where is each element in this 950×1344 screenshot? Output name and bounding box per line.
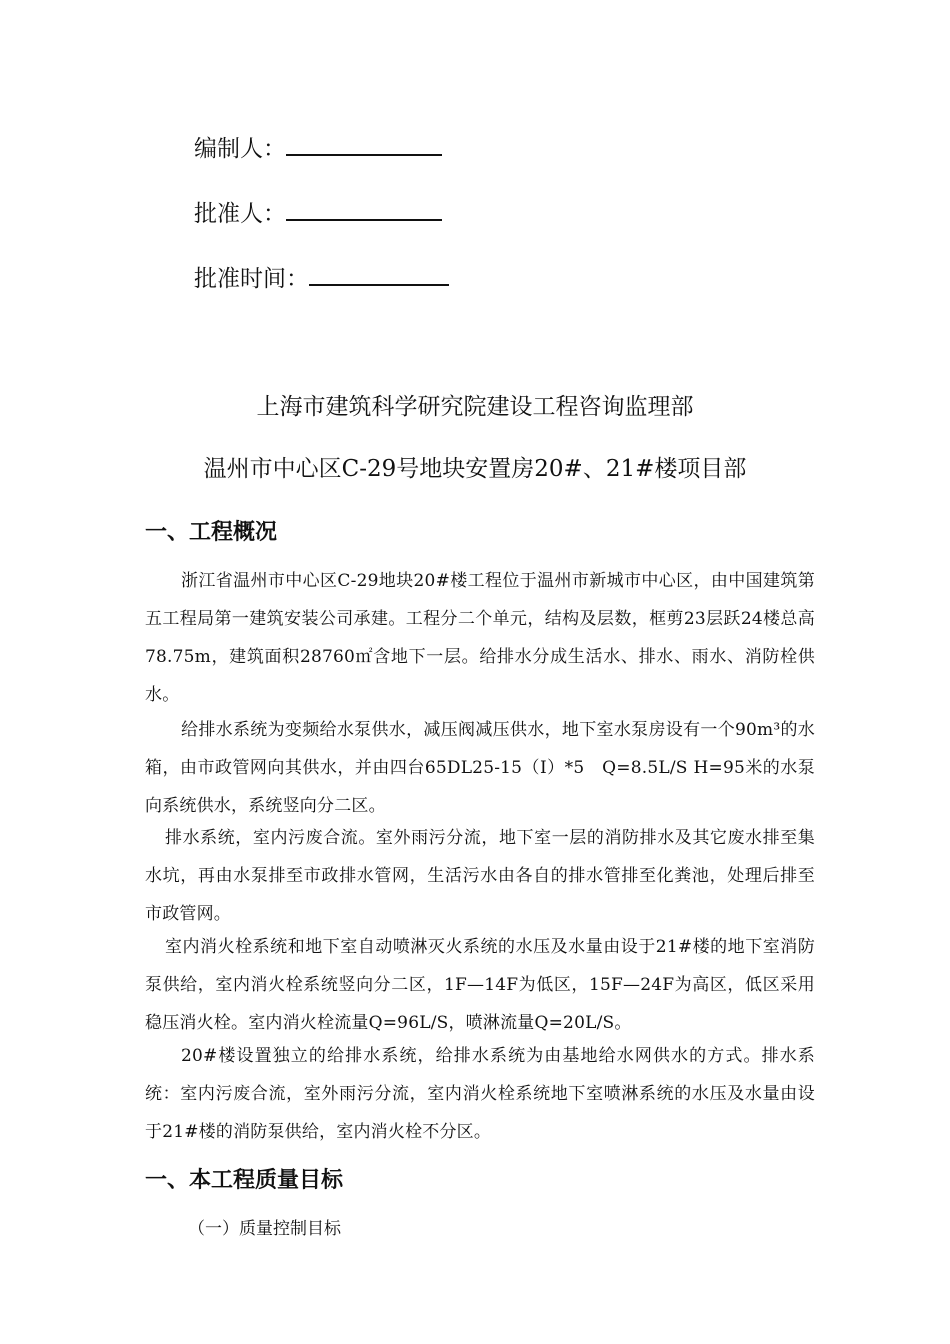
approver-blank-line[interactable] (286, 197, 442, 221)
preparer-label: 编制人： (194, 136, 286, 162)
paragraph-overview-4: 室内消火栓系统和地下室自动喷淋灭火系统的水压及水量由设于21#楼的地下室消防泵供给，室内消火栓系统竖向分二区，1F—14F为低区，15F—24F为高区，低区采用稳压消火栓。室内消火栓流量Q=96L/S，喷淋流量Q=20L/S。 (145, 937, 815, 1033)
paragraph-overview-3: 排水系统，室内污废合流。室外雨污分流，地下室一层的消防排水及其它废水排至集水坑，再由水泵排至市政排水管网，生活污水由各自的排水管排至化粪池，处理后排至市政管网。 (145, 828, 815, 924)
preparer-blank-line[interactable] (286, 132, 442, 156)
approval-time-label: 批准时间： (194, 266, 309, 292)
subheading-quality-control-target: （一）质量控制目标 (188, 1219, 341, 1239)
section-heading-overview: 一、工程概况 (145, 520, 278, 545)
org-name-line1: 上海市建筑科学研究院建设工程咨询监理部 (256, 394, 694, 420)
preparer-signature (194, 132, 442, 164)
approval-time-blank-line[interactable] (309, 262, 449, 286)
section-heading-quality-target: 一、本工程质量目标 (145, 1168, 344, 1193)
paragraph-overview-1: 浙江省温州市中心区C-29地块20#楼工程位于温州市新城市中心区，由中国建筑第五工程局第一建筑安装公司承建。工程分二个单元，结构及层数，框剪23层跃24楼总高78.75m，建筑面积28760㎡含地下一层。给排水分成生活水、排水、雨水、消防栓供水。 (145, 571, 815, 705)
paragraph-overview-5: 20#楼设置独立的给排水系统，给排水系统为由基地给水网供水的方式。排水系统：室内污废合流，室外雨污分流，室内消火栓系统地下室喷淋系统的水压及水量由设于21#楼的消防泵供给，室内消火栓不分区。 (145, 1046, 815, 1142)
approval-time-signature (194, 262, 449, 294)
paragraph-overview-2: 给排水系统为变频给水泵供水，减压阀减压供水，地下室水泵房设有一个90m³的水箱，由市政管网向其供水，并由四台65DL25-15（Ⅰ）*5 Q=8.5L/S H=95米的水泵向系统供水，系统竖向分二区。 (145, 720, 815, 816)
org-name-line2: 温州市中心区C-29号地块安置房20#、21#楼项目部 (203, 456, 747, 482)
approver-label: 批准人： (194, 201, 286, 227)
approver-signature (194, 197, 442, 229)
